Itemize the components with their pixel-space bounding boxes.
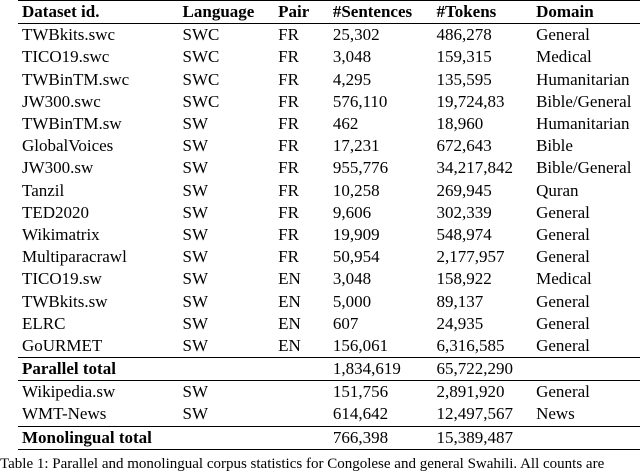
- table-cell: 614,642: [332, 404, 389, 424]
- table-cell: 462: [332, 114, 359, 134]
- table-cell: SW: [182, 224, 209, 244]
- table-cell: 151,756: [333, 381, 437, 404]
- table-cell: Bible/General: [536, 158, 632, 178]
- table-cell: FR: [278, 247, 299, 267]
- table-cell: SW: [182, 269, 209, 289]
- table-cell: 269,945: [436, 180, 492, 200]
- table-cell: EN: [278, 269, 301, 289]
- table-row: [18, 113, 640, 135]
- table-cell: ELRC: [22, 313, 66, 333]
- table-cell: 19,909: [332, 224, 380, 244]
- table-cell: EN: [278, 313, 301, 333]
- table-cell: Multiparacrawl: [22, 247, 127, 267]
- table-cell: Wikipedia.sw: [18, 381, 183, 404]
- table-cell: Tanzil: [22, 180, 65, 200]
- table-cell: SWC: [182, 47, 220, 67]
- table-cell: 672,643: [436, 136, 492, 156]
- table-cell: Medical: [536, 269, 592, 289]
- table-cell: 4,295: [332, 69, 372, 89]
- table-cell: SW: [182, 136, 209, 156]
- table-cell: General: [536, 224, 590, 244]
- table-cell: TWBkits.swc: [22, 25, 116, 45]
- table-cell: SW: [182, 180, 209, 200]
- table-cell: Bible: [536, 136, 573, 156]
- table-cell: 576,110: [332, 91, 388, 111]
- table-cell: 5,000: [332, 291, 372, 311]
- table-row: [18, 135, 640, 157]
- table-cell: Humanitarian: [536, 114, 630, 134]
- table-row: [18, 403, 640, 426]
- table-cell: SW: [182, 158, 209, 178]
- table-cell: GlobalVoices: [22, 136, 114, 156]
- col-tokens: #Tokens: [436, 1, 536, 24]
- table-cell: 2,177,957: [436, 247, 505, 267]
- table-cell: 3,048: [332, 47, 372, 67]
- table-row: [18, 180, 640, 202]
- table-cell: SWC: [182, 25, 220, 45]
- table-cell: SW: [182, 335, 209, 355]
- table-row: [18, 381, 640, 404]
- table-cell: 10,258: [332, 180, 380, 200]
- table-cell: SW: [182, 291, 209, 311]
- table-cell: TWBinTM.swc: [22, 69, 130, 89]
- table-cell: [278, 381, 333, 404]
- table-row: [18, 246, 640, 268]
- table-cell: 158,922: [436, 269, 492, 289]
- parallel-body: [18, 24, 640, 358]
- table-cell: 3,048: [332, 269, 372, 289]
- table-cell: FR: [278, 114, 299, 134]
- table-cell: General: [536, 202, 590, 222]
- table-cell: Medical: [536, 47, 592, 67]
- table-cell: General: [536, 313, 590, 333]
- parallel-total-tokens: 65,722,290: [436, 358, 536, 381]
- table-row: [18, 46, 640, 68]
- table-cell: SWC: [182, 91, 220, 111]
- table-caption: Table 1: Parallel and monolingual corpus statistics for Congolese and general Swahili. All counts are: [0, 456, 605, 472]
- table-cell: FR: [278, 25, 299, 45]
- table-cell: 12,497,567: [436, 404, 513, 424]
- table-cell: 486,278: [436, 25, 492, 45]
- table-row: [18, 268, 640, 290]
- table-cell: News: [536, 404, 575, 424]
- table-cell: JW300.sw: [22, 158, 94, 178]
- table-cell: SW: [182, 247, 209, 267]
- parallel-total-label: Parallel total: [18, 358, 183, 381]
- table-cell: FR: [278, 202, 299, 222]
- table-cell: SW: [182, 114, 209, 134]
- table-cell: TED2020: [22, 202, 90, 222]
- table-cell: 955,776: [332, 158, 389, 178]
- table-row: [18, 290, 640, 312]
- table-cell: FR: [278, 47, 299, 67]
- table-cell: Humanitarian: [536, 69, 630, 89]
- table-cell: SW: [182, 202, 209, 222]
- table-row: [18, 24, 640, 47]
- table-row: [18, 202, 640, 224]
- table-cell: 2,891,920: [436, 381, 536, 404]
- col-language: Language: [183, 1, 279, 24]
- table-cell: FR: [278, 224, 299, 244]
- table-cell: General: [536, 247, 590, 267]
- table-cell: TWBinTM.sw: [22, 114, 122, 134]
- table-cell: SW: [183, 381, 279, 404]
- table-cell: FR: [278, 91, 299, 111]
- table-cell: FR: [278, 136, 299, 156]
- dataset-table: [18, 0, 640, 450]
- table-cell: EN: [278, 335, 301, 355]
- table-row: [18, 91, 640, 113]
- col-domain: Domain: [536, 1, 640, 24]
- table-cell: Bible/General: [536, 91, 632, 111]
- table-cell: General: [536, 291, 590, 311]
- table-cell: 89,137: [436, 291, 484, 311]
- table-cell: WMT-News: [22, 404, 107, 424]
- mono-total-row: [18, 426, 640, 449]
- table-cell: 34,217,842: [436, 158, 513, 178]
- table-cell: 17,231: [332, 136, 380, 156]
- table-row: [18, 335, 640, 358]
- table-cell: General: [536, 381, 640, 404]
- table-cell: FR: [278, 158, 299, 178]
- table-cell: 6,316,585: [436, 335, 505, 355]
- header-row: [18, 1, 640, 24]
- col-sentences: #Sentences: [333, 1, 437, 24]
- mono-total-tokens: 15,389,487: [436, 426, 536, 449]
- table-row: [18, 69, 640, 91]
- table-cell: Wikimatrix: [22, 224, 100, 244]
- parallel-total-row: [18, 358, 640, 381]
- table-cell: SWC: [182, 69, 220, 89]
- table-cell: 19,724,83: [436, 91, 505, 111]
- table-cell: GoURMET: [22, 335, 103, 355]
- table-row: [18, 313, 640, 335]
- table-cell: General: [536, 25, 590, 45]
- table-row: [18, 157, 640, 179]
- col-pair: Pair: [278, 1, 333, 24]
- table-cell: FR: [278, 69, 299, 89]
- table-cell: 607: [332, 313, 359, 333]
- table-cell: 24,935: [436, 313, 484, 333]
- table-cell: 548,974: [436, 224, 492, 244]
- table-cell: FR: [278, 180, 299, 200]
- table-cell: [278, 403, 333, 426]
- table-cell: 302,339: [436, 202, 492, 222]
- table-cell: JW300.swc: [22, 91, 101, 111]
- mono-total-label: Monolingual total: [18, 426, 183, 449]
- mono-body: [18, 381, 640, 426]
- table-cell: Quran: [536, 180, 579, 200]
- table-cell: TICO19.swc: [22, 47, 110, 67]
- table-cell: General: [536, 335, 590, 355]
- col-dataset-id: Dataset id.: [18, 1, 183, 24]
- table-cell: TICO19.sw: [22, 269, 102, 289]
- table-cell: 50,954: [332, 247, 380, 267]
- table-cell: 159,315: [436, 47, 492, 67]
- parallel-total-sentences: 1,834,619: [333, 358, 437, 381]
- table-cell: SW: [182, 404, 209, 424]
- table-cell: 9,606: [332, 202, 372, 222]
- table-cell: SW: [182, 313, 209, 333]
- table-cell: EN: [278, 291, 301, 311]
- table-cell: 135,595: [436, 69, 492, 89]
- table-cell: TWBkits.sw: [22, 291, 108, 311]
- table-cell: 156,061: [332, 335, 389, 355]
- mono-total-sentences: 766,398: [333, 426, 437, 449]
- table-cell: 25,302: [332, 25, 380, 45]
- table-row: [18, 224, 640, 246]
- table-cell: 18,960: [436, 114, 484, 134]
